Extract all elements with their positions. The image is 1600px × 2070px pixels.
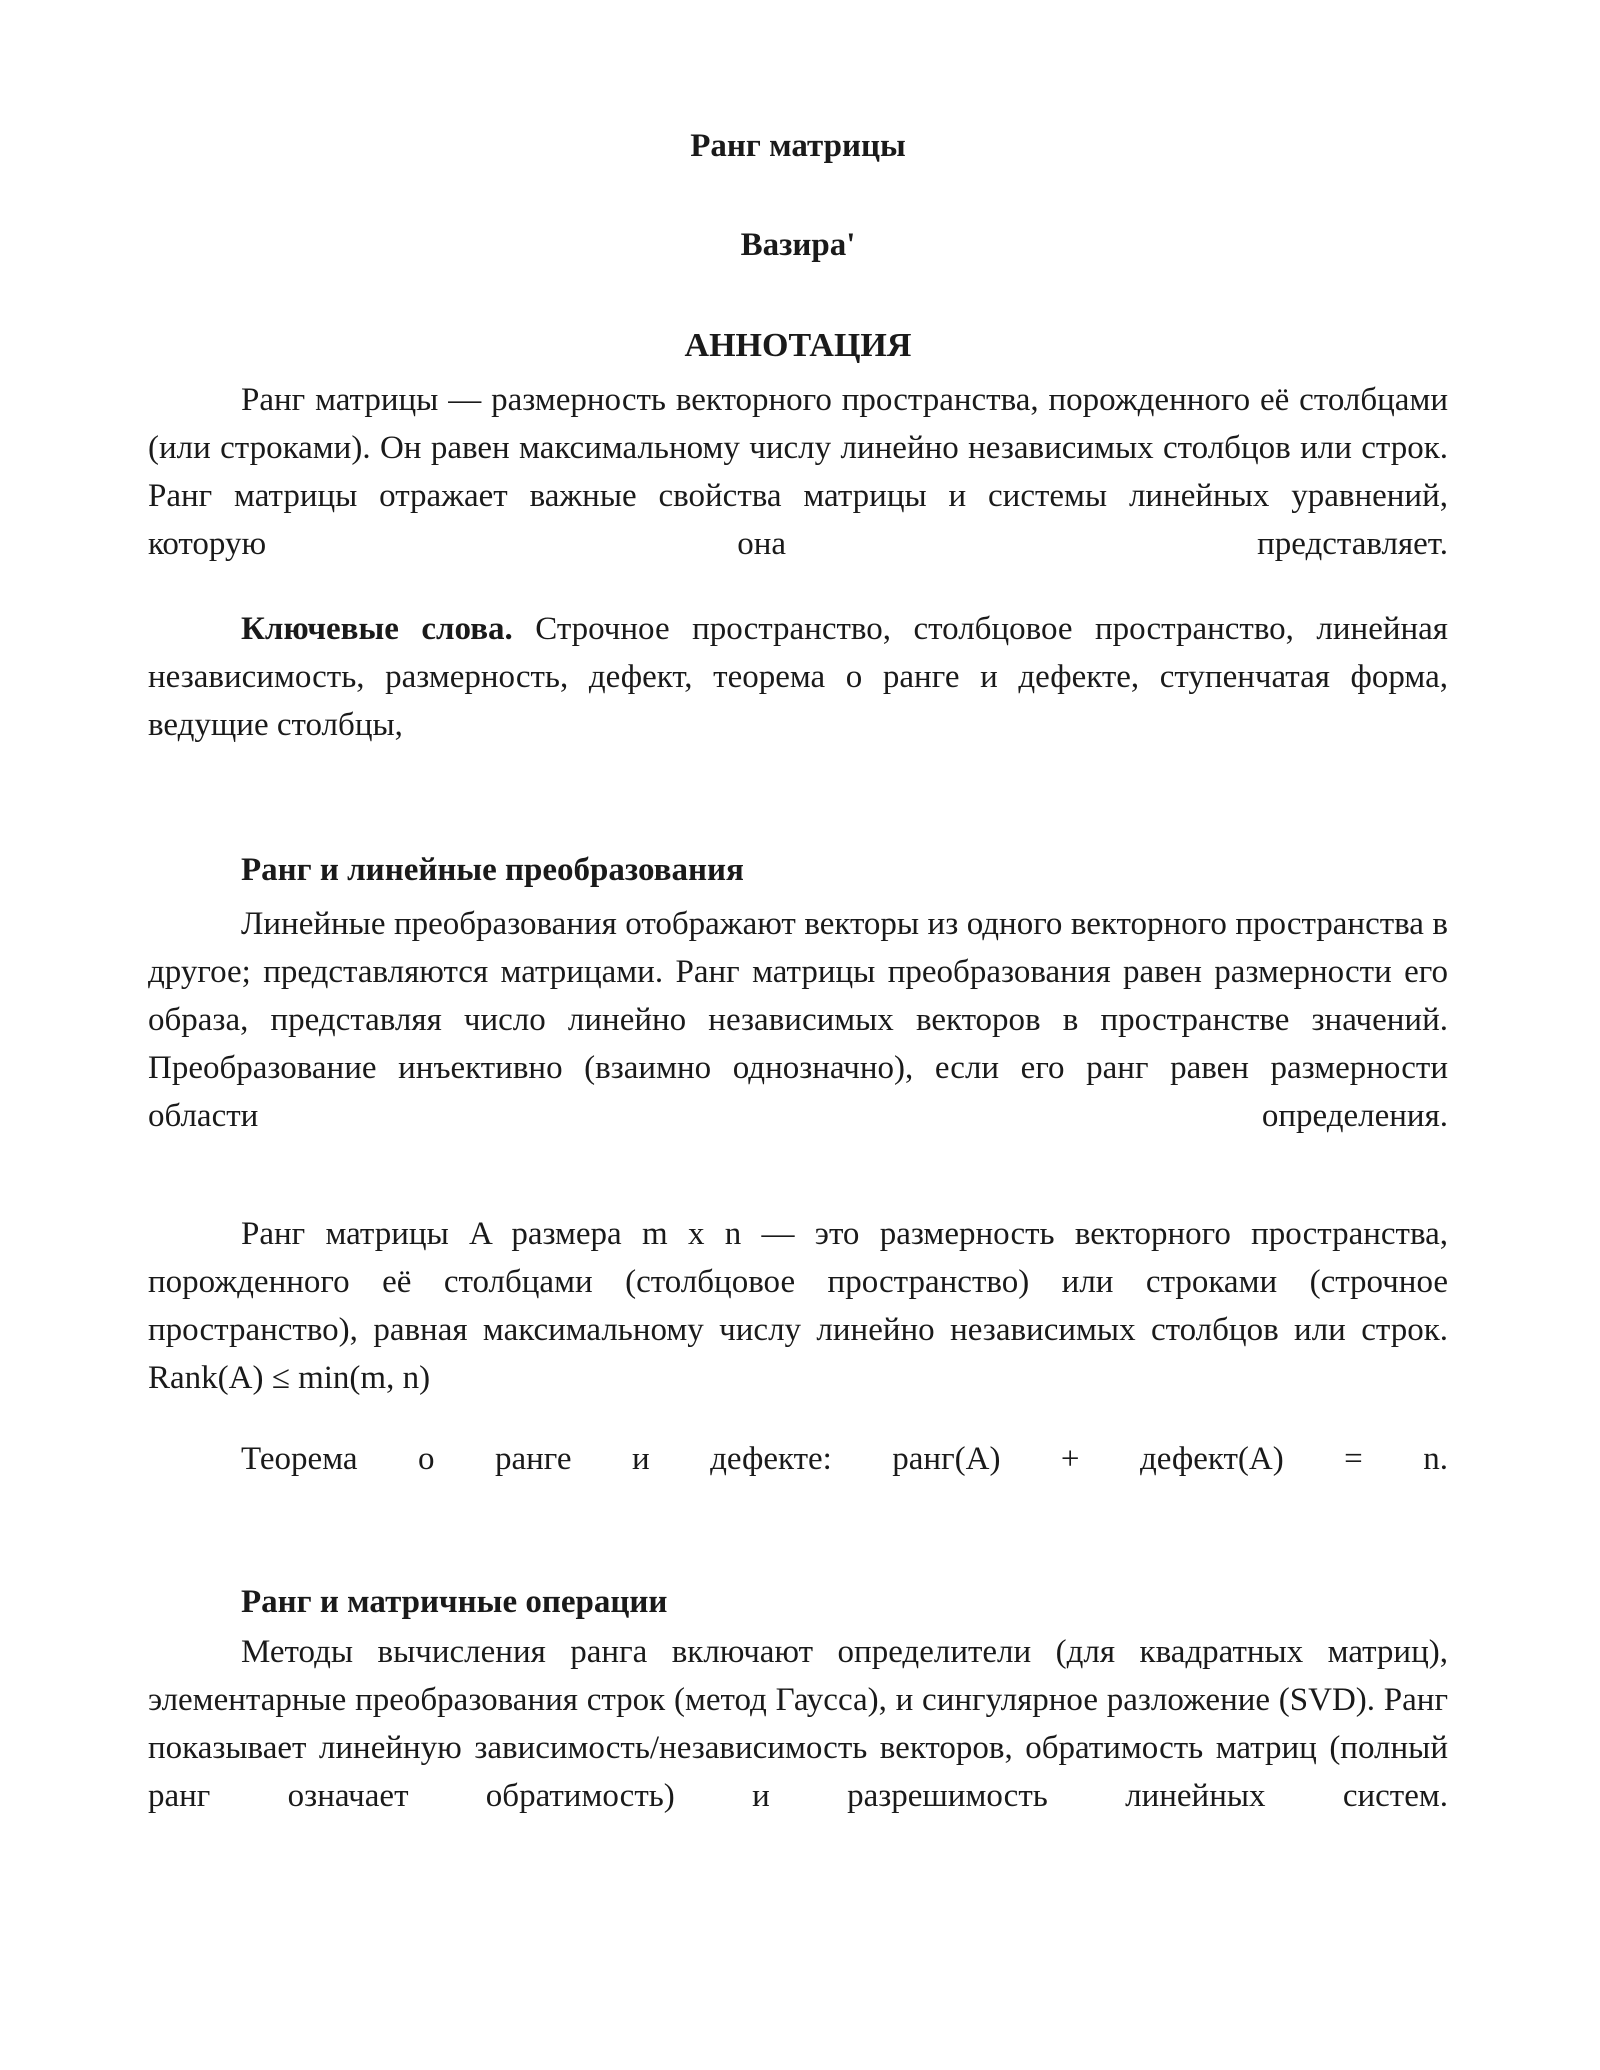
- section2-paragraph1: Методы вычисления ранга включают определители (для квадратных матриц), элементарные преобразования строк (метод Гаусса), и сингулярное разложение (SVD). Ранг показывает линейную зависимость/независимость векторов, обратимость матриц (полный ранг означает обратимость) и разрешимость линейных систем.: [148, 1634, 1448, 1814]
- section1-heading: Ранг и линейные преобразования: [241, 852, 744, 888]
- author-name: Вазира': [740, 227, 856, 263]
- keywords-label: Ключевые слова.: [241, 611, 513, 647]
- document-title: Ранг матрицы: [690, 128, 906, 164]
- keywords-text: Строчное пространство, столбцовое пространство, линейная независимость, размерность, дефект, теорема о ранге и дефекте, ступенчатая форма, ведущие столбцы,: [148, 611, 1448, 743]
- annotation-text: Ранг матрицы — размерность векторного пространства, порожденного её столбцами (или строками). Он равен максимальному числу линейно независимых столбцов или строк. Ранг матрицы отражает важные свойства матрицы и системы линейных уравнений, которую она представляет.: [148, 382, 1448, 562]
- section1-paragraph1: Линейные преобразования отображают векторы из одного векторного пространства в другое; представляются матрицами. Ранг матрицы преобразования равен размерности его образа, представляя число линейно независимых векторов в пространстве значений. Преобразование инъективно (взаимно однозначно), если его ранг равен размерности области определения.: [148, 906, 1448, 1134]
- keywords-paragraph: [148, 605, 1448, 749]
- section2-heading: Ранг и матричные операции: [241, 1584, 668, 1620]
- section1-paragraph3: Теорема о ранге и дефекте: ранг(A) + дефект(A) = n.: [241, 1441, 1448, 1477]
- annotation-heading: АННОТАЦИЯ: [684, 327, 912, 364]
- section1-paragraph2: Ранг матрицы A размера m x n — это размерность векторного пространства, порожденного её столбцами (столбцовое пространство) или строками (строчное пространство), равная максимальному числу линейно независимых столбцов или строк. Rank(A) ≤ min(m, n): [148, 1216, 1448, 1396]
